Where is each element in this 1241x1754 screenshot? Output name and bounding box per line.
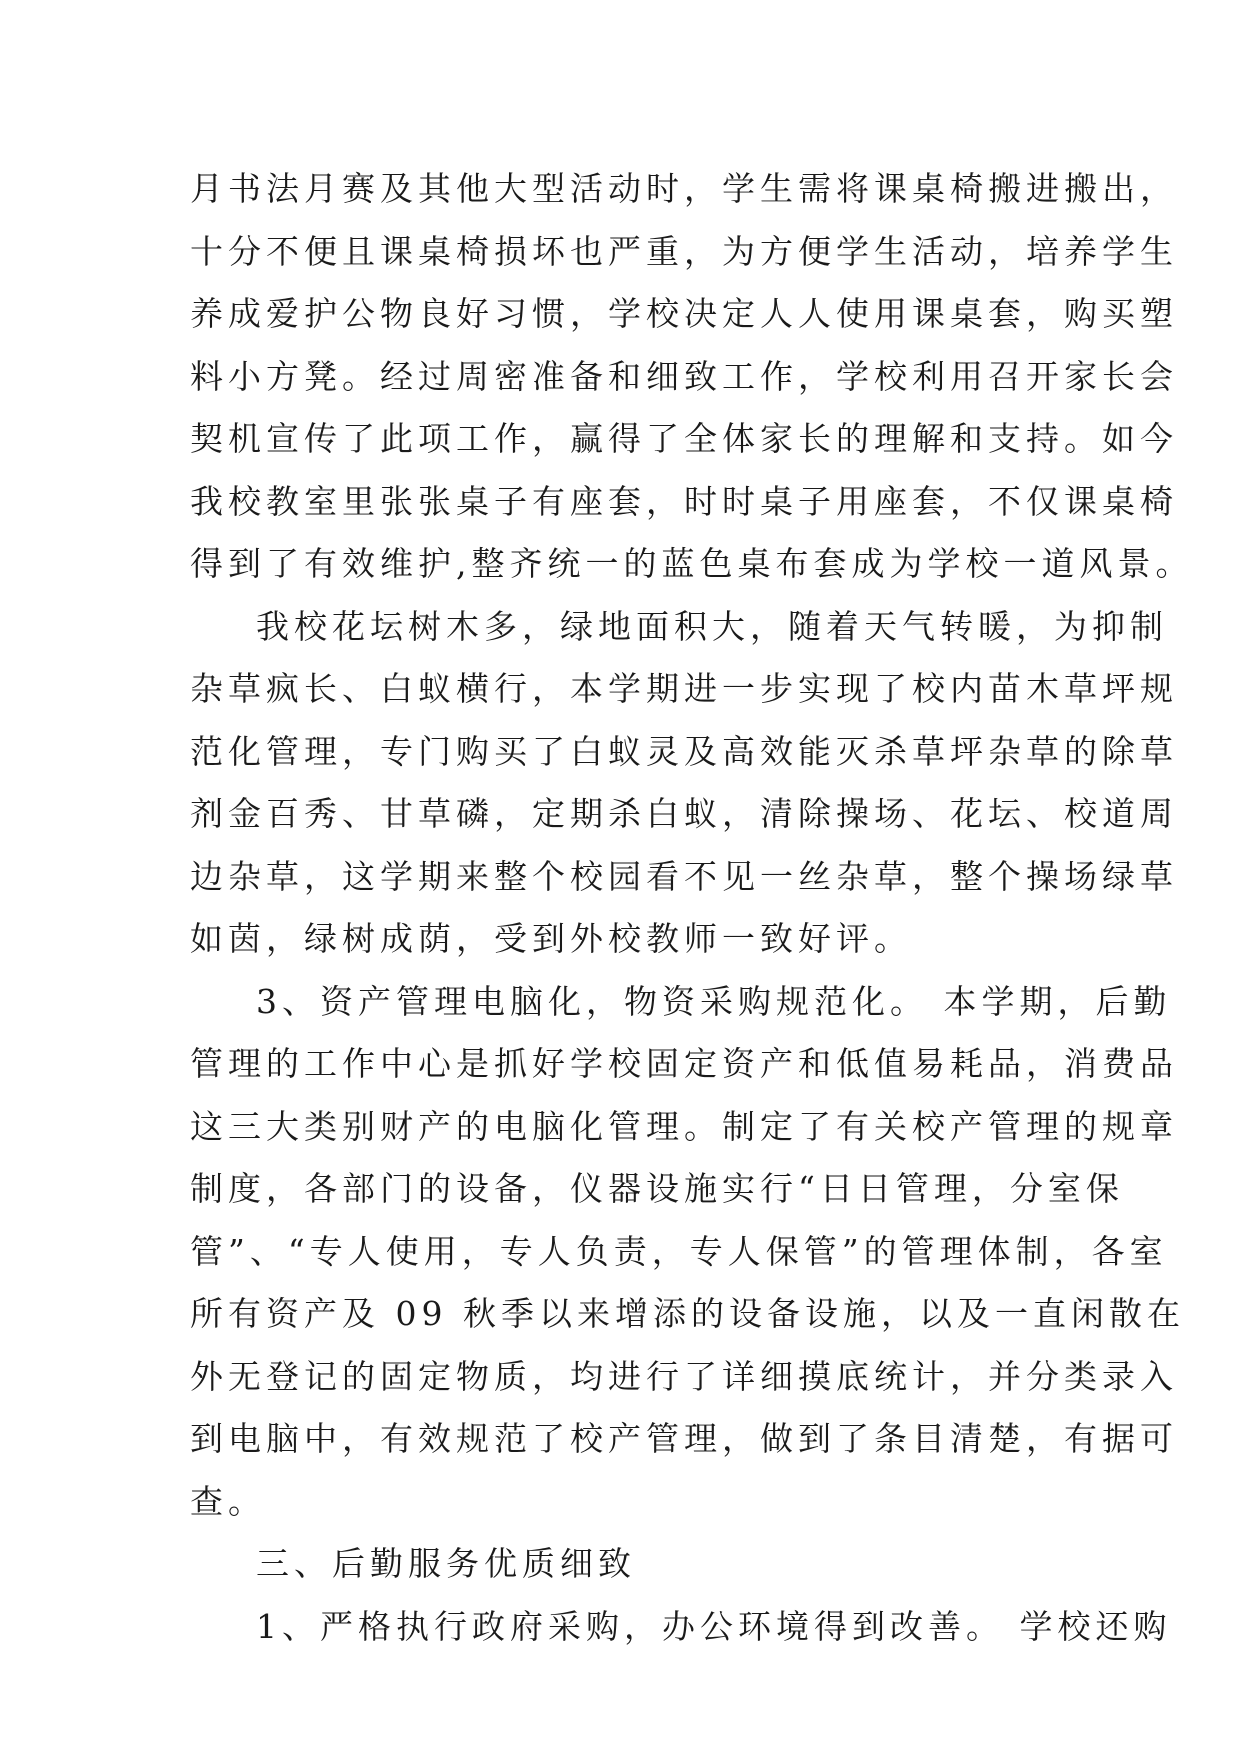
section-heading: 三、后勤服务优质细致 — [256, 1544, 636, 1583]
text-line: 养成爱护公物良好习惯，学校决定人人使用课桌套，购买塑 — [190, 294, 1178, 333]
text-line: 如茵，绿树成荫，受到外校教师一致好评。 — [190, 919, 912, 958]
text-line: 契机宣传了此项工作，赢得了全体家长的理解和支持。如今 — [190, 419, 1178, 458]
paragraph-start-line: 3、资产管理电脑化，物资采购规范化。 本学期，后勤 — [256, 981, 1172, 1021]
text-line: 我校教室里张张桌子有座套，时时桌子用座套，不仅课桌椅 — [190, 481, 1178, 521]
text-line: 到电脑中，有效规范了校产管理，做到了条目清楚，有据可 — [190, 1419, 1178, 1458]
text-line: 管理的工作中心是抓好学校固定资产和低值易耗品，消费品 — [190, 1044, 1178, 1083]
body-text — [190, 158, 1194, 1658]
text-line: 查。 — [190, 1481, 266, 1521]
paragraph-start-line: 1、严格执行政府采购，办公环境得到改善。 学校还购 — [256, 1606, 1172, 1646]
text-line: 管”、“专人使用，专人负责，专人保管”的管理体制，各室 — [190, 1231, 1168, 1271]
text-line: 所有资产及 09 秋季以来增添的设备设施，以及一直闲散在 — [190, 1294, 1185, 1333]
text-line: 范化管理，专门购买了白蚁灵及高效能灭杀草坪杂草的除草 — [190, 731, 1178, 771]
text-line: 这三大类别财产的电脑化管理。制定了有关校产管理的规章 — [190, 1106, 1178, 1146]
paragraph-start-line: 我校花坛树木多，绿地面积大，随着天气转暖，为抑制 — [256, 606, 1168, 646]
text-line: 制度，各部门的设备，仪器设施实行“日日管理，分室保 — [190, 1169, 1124, 1208]
text-line: 杂草疯长、白蚁横行，本学期进一步实现了校内苗木草坪规 — [190, 669, 1178, 708]
text-line: 月书法月赛及其他大型活动时，学生需将课桌椅搬进搬出， — [190, 169, 1178, 208]
text-line: 剂金百秀、甘草磷，定期杀白蚁，清除操场、花坛、校道周 — [190, 794, 1178, 833]
text-line: 十分不便且课桌椅损坏也严重，为方便学生活动，培养学生 — [190, 231, 1178, 271]
text-line: 边杂草，这学期来整个校园看不见一丝杂草，整个操场绿草 — [190, 856, 1178, 896]
text-line: 料小方凳。经过周密准备和细致工作，学校利用召开家长会 — [190, 356, 1178, 396]
text-line: 得到了有效维护,整齐统一的蓝色桌布套成为学校一道风景。 — [190, 544, 1194, 583]
text-line: 外无登记的固定物质，均进行了详细摸底统计，并分类录入 — [190, 1356, 1178, 1396]
